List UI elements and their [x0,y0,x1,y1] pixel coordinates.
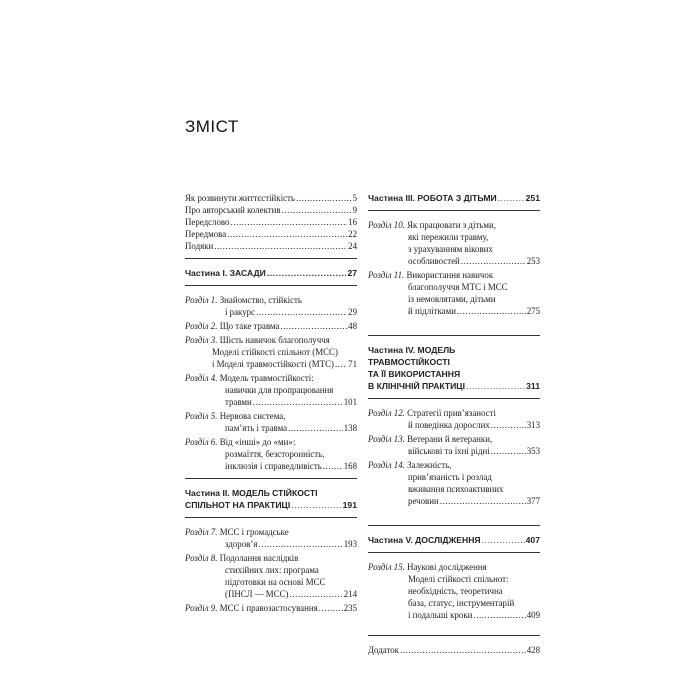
toc-entry-front[interactable]: Подяки ..... 24 [185,240,357,252]
toc-chapter-15[interactable]: Розділ 15. Наукові дослідження Моделі стійкості спільнот: необхідність, теоретична база, статус, інструментарій і подальші кроки ..... 409 [368,561,540,621]
toc-chapter-2[interactable]: Розділ 2. Що таке травма ..... 48 [185,320,357,332]
divider [368,552,540,553]
page-number: 16 [348,217,357,227]
toc-part-1[interactable]: Частина I. ЗАСАДИ ..... 27 [185,267,357,279]
toc-left-column [185,192,357,616]
toc-part-4[interactable]: Частина IV. МОДЕЛЬ ТРАВМОСТІЙКОСТІ ТА ЇЇ ВИКОРИСТАННЯ В КЛІНІЧНІЙ ПРАКТИЦІ ..... 311 [368,344,540,392]
toc-chapter-5[interactable]: Розділ 5. Нервова система, пам’ять і травма ..... 138 [185,410,357,434]
divider [185,478,357,479]
toc-chapter-12[interactable]: Розділ 12. Стратегії прив’язаності й поведінка дорослих ..... 313 [368,407,540,431]
toc-right-column [368,192,540,656]
toc-chapter-11[interactable]: Розділ 11. Використання навичок благополуччя МТС і МСС із немовлятами, дітьми й підлітками ..... 275 [368,269,540,317]
toc-entry-front[interactable]: Про авторський колектив ..... 9 [185,204,357,216]
divider [368,635,540,636]
divider [185,258,357,259]
divider [368,210,540,211]
toc-chapter-7[interactable]: Розділ 7. МСС і громадське здоров’я ..... 193 [185,526,357,550]
divider [368,335,540,336]
divider [185,285,357,286]
toc-chapter-3[interactable]: Розділ 3. Шість навичок благополуччя Моделі стійкості спільнот (МСС) і Моделі травмостійкості (МТС) ..... 71 [185,334,357,370]
page-number: 24 [348,241,357,251]
page-number: 9 [352,205,357,215]
divider [368,398,540,399]
toc-part-3[interactable]: Частина III. РОБОТА З ДІТЬМИ ..... 251 [368,192,540,204]
divider [185,517,357,518]
toc-chapter-6[interactable]: Розділ 6. Від «інші» до «ми»: розмаїття, безсторонність, інклюзія і справедливість ..... 168 [185,436,357,472]
toc-chapter-1[interactable]: Розділ 1. Знайомство, стійкість і ракурс ..... 29 [185,294,357,318]
toc-chapter-13[interactable]: Розділ 13. Ветерани й ветеранки, військові та їхні рідні ..... 353 [368,433,540,457]
page-number: 22 [348,229,357,239]
toc-chapter-14[interactable]: Розділ 14. Залежність, прив’язаність і розлад вживання психоактивних речовин ..... 377 [368,459,540,507]
toc-chapter-8[interactable]: Розділ 8. Подолання наслідків стихійних лих: програма підготовки на основі МСС (ПНСЛ — МСС) ..... 214 [185,552,357,600]
toc-entry-front[interactable]: Як розвинути життєстійкість ..... 5 [185,192,357,204]
toc-part-2[interactable]: Частина II. МОДЕЛЬ СТІЙКОСТІ СПІЛЬНОТ НА ПРАКТИЦІ ..... 191 [185,487,357,511]
page-title: ЗМІСТ [185,117,239,136]
toc-entry-front[interactable]: Передслово ..... 16 [185,216,357,228]
toc-part-5[interactable]: Частина V. ДОСЛІДЖЕННЯ ..... 407 [368,534,540,546]
toc-entry-front[interactable]: Передмова ..... 22 [185,228,357,240]
page-number: 5 [352,193,357,203]
toc-chapter-4[interactable]: Розділ 4. Модель травмостійкості: навички для пропрацювання травми ..... 101 [185,372,357,408]
toc-chapter-9[interactable]: Розділ 9. МСС і правозастосування ..... 235 [185,602,357,614]
toc-entry-appendix[interactable]: Додаток ..... 428 [368,644,540,656]
toc-chapter-10[interactable]: Розділ 10. Як працювати з дітьми, які пережили травму, з урахуванням вікових особливостей ..... 253 [368,219,540,267]
divider [368,525,540,526]
